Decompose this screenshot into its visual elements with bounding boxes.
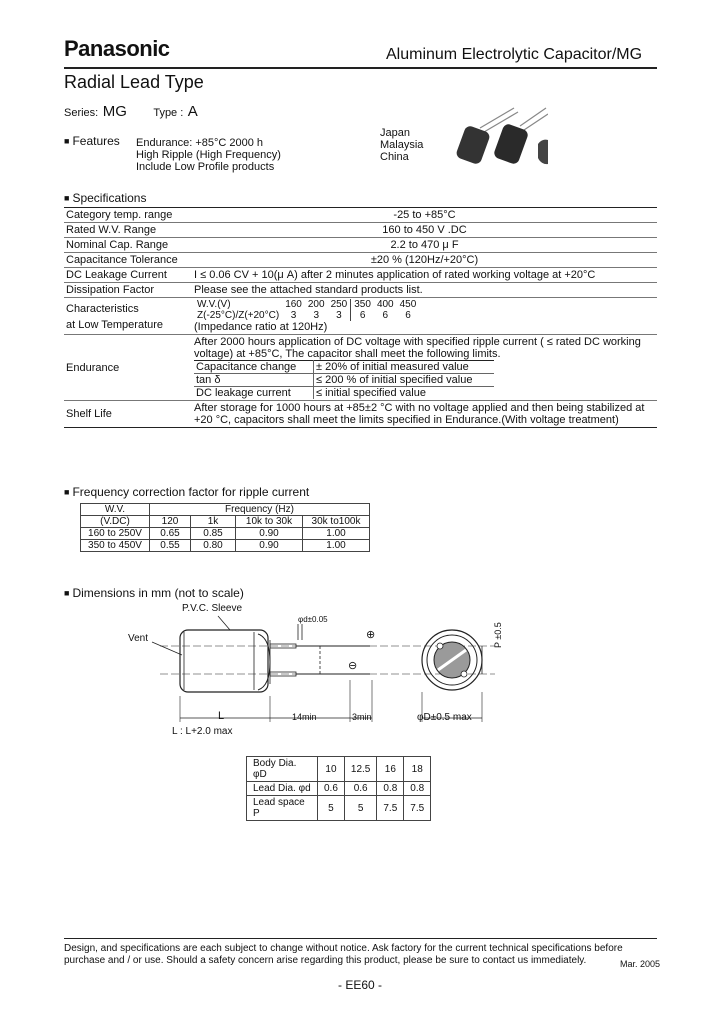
endurance-item: DC leakage current — [194, 387, 314, 400]
footer-rule — [64, 938, 657, 939]
footer-disclaimer: Design, and specifications are each subject to change without notice. Ask factory for the current technical specifications before purchase and / or use. Should a safety concern arise regarding this product, please be sure to contact us immediately. — [64, 943, 623, 966]
dims-header: Lead Dia. φd — [247, 782, 318, 796]
page-number: - EE60 - — [337, 978, 382, 992]
endurance-row — [194, 374, 494, 387]
freq-columns-row — [81, 516, 370, 528]
specifications-heading: ■ Specifications — [64, 191, 146, 205]
spec-value: -25 to +85°C — [192, 208, 657, 223]
freq-column: 120 — [150, 516, 191, 528]
endurance-row — [194, 387, 494, 400]
dims-header: Lead space P — [247, 796, 318, 821]
dims-header: Body Dia. φD — [247, 757, 318, 782]
document-title: Aluminum Electrolytic Capacitor/MG — [386, 46, 643, 63]
dims-value: 7.5 — [404, 796, 431, 821]
dims-value: 0.6 — [344, 782, 376, 796]
ratio-value: 6 — [359, 310, 366, 321]
endurance-limit: ± 20% of initial measured value — [314, 361, 495, 374]
type-label: Type : — [153, 107, 184, 119]
feature-item: Endurance: +85°C 2000 h — [136, 137, 264, 149]
features-list — [136, 137, 281, 173]
specifications-table — [64, 207, 657, 428]
features-heading: ■ Features — [64, 134, 120, 148]
length-note: L : L+2.0 max — [172, 726, 233, 737]
feature-item: High Ripple (High Frequency) — [136, 149, 281, 161]
endurance-limit: ≤ initial specified value — [316, 387, 426, 399]
endurance-row — [194, 361, 494, 374]
wv-value: 250 — [328, 299, 351, 310]
lead-14min-label: 14min — [292, 712, 317, 722]
feature-item: Include Low Profile products — [136, 161, 275, 173]
endurance-item: Capacitance change — [194, 361, 314, 374]
freq-value: 1.00 — [303, 528, 370, 540]
plus-symbol: ⊕ — [366, 629, 376, 641]
spec-value: 2.2 to 470 μ F — [192, 238, 657, 253]
dims-value: 12.5 — [344, 757, 376, 782]
freq-row — [81, 528, 370, 540]
length-label: L — [218, 710, 225, 722]
freq-wv: 350 to 450V — [81, 540, 150, 552]
impedance-note: (Impedance ratio at 120Hz) — [194, 321, 328, 333]
dims-value: 5 — [318, 796, 345, 821]
type-value: A — [187, 103, 198, 120]
freq-header-row — [81, 504, 370, 516]
low-temp-label-2: at Low Temperature — [66, 319, 164, 331]
freq-header: Frequency (Hz) — [150, 504, 370, 516]
header-rule — [64, 67, 657, 69]
spec-label: Endurance — [64, 335, 192, 401]
minus-symbol: ⊖ — [348, 660, 358, 672]
impedance-ratio-row — [194, 310, 419, 321]
spec-value: ±20 % (120Hz/+20°C) — [192, 253, 657, 268]
spec-row — [64, 283, 657, 298]
spec-label: Nominal Cap. Range — [64, 238, 192, 253]
capacitor-body — [180, 630, 268, 692]
footer-date: Mar. 2005 — [620, 959, 661, 969]
lead-3-label: 3min — [352, 712, 372, 722]
wv-header: W.V. — [81, 504, 150, 516]
origin-list — [380, 127, 423, 163]
low-temp-label-1: Characteristics — [66, 303, 139, 315]
page-subtitle: Radial Lead Type — [64, 72, 204, 92]
spec-value: 160 to 450 V .DC — [192, 223, 657, 238]
dims-value: 0.8 — [377, 782, 404, 796]
ratio-label: Z(-25°C)/Z(+20°C) — [197, 310, 280, 321]
brand-logo: Panasonic — [64, 36, 170, 61]
spec-value: I ≤ 0.06 CV + 10(μ A) after 2 minutes application of rated working voltage at +20°C — [192, 268, 657, 283]
spec-row — [64, 223, 657, 238]
spec-row — [64, 208, 657, 223]
ratio-value: 3 — [290, 310, 297, 321]
endurance-limits-table — [194, 360, 494, 399]
capacitor-image — [455, 108, 548, 165]
dims-row — [247, 757, 431, 782]
spec-label: Rated W.V. Range — [64, 223, 192, 238]
freq-value: 0.55 — [150, 540, 191, 552]
freq-column: 1k — [191, 516, 236, 528]
dimensions-heading: ■ Dimensions in mm (not to scale) — [64, 586, 244, 600]
freq-value: 0.90 — [236, 540, 303, 552]
endurance-description: After 2000 hours application of DC voltage with specified ripple current ( ≤ rated DC working voltage) at +85°C, The capacitor shall meet the following limits. — [194, 336, 641, 360]
dims-row — [247, 796, 431, 821]
low-temp-cell — [192, 298, 657, 335]
wv-value: 200 — [307, 299, 325, 310]
origin-item: Japan — [380, 127, 410, 139]
spec-row-low-temp — [64, 298, 657, 335]
freq-column: 30k to100k — [303, 516, 370, 528]
body-diameter-label: φD±0.5 max — [417, 712, 472, 723]
endurance-limit: ≤ 200 % of initial specified value — [314, 374, 495, 387]
spec-value: After storage for 1000 hours at +85±2 °C with no voltage applied and then being stabilized at +20 °C, capacitors shall meet the limits specified in Endurance.(With voltage treatment) — [192, 401, 657, 428]
impedance-wv-row — [194, 299, 419, 310]
dims-value: 7.5 — [377, 796, 404, 821]
freq-value: 0.85 — [191, 528, 236, 540]
dims-value: 5 — [344, 796, 376, 821]
dims-value: 10 — [318, 757, 345, 782]
spec-label: Shelf Life — [64, 401, 192, 428]
spec-label: Capacitance Tolerance — [64, 253, 192, 268]
vent-label: Vent — [128, 633, 149, 644]
wv-value: 450 — [399, 299, 417, 310]
dims-row — [247, 782, 431, 796]
dims-value: 16 — [377, 757, 404, 782]
wv-value: 400 — [376, 299, 394, 310]
ratio-value: 3 — [313, 310, 319, 321]
spec-row — [64, 268, 657, 283]
spec-row-shelf-life — [64, 401, 657, 428]
spec-value: Please see the attached standard products list. — [192, 283, 657, 298]
dims-value: 0.8 — [404, 782, 431, 796]
wv-unit: (V.DC) — [81, 516, 150, 528]
spec-row-endurance — [64, 335, 657, 401]
origin-item: China — [380, 151, 409, 163]
frequency-table — [80, 503, 370, 552]
spec-row — [64, 238, 657, 253]
endurance-cell — [192, 335, 657, 401]
endurance-item: tan δ — [194, 374, 314, 387]
freq-row — [81, 540, 370, 552]
freq-wv: 160 to 250V — [81, 528, 150, 540]
spec-label: Category temp. range — [64, 208, 192, 223]
wv-value: 160 — [285, 299, 302, 310]
origin-item: Malaysia — [380, 139, 424, 151]
spec-label — [64, 298, 192, 335]
frequency-heading: ■ Frequency correction factor for ripple current — [64, 485, 309, 499]
dims-value: 0.6 — [318, 782, 345, 796]
lead-diameter-label: φd±0.05 — [298, 615, 328, 624]
ratio-value: 6 — [405, 310, 411, 321]
series-label: Series: — [64, 107, 99, 119]
series-value: MG — [102, 103, 127, 120]
ratio-value: 3 — [328, 310, 351, 321]
series-line — [64, 103, 198, 121]
freq-value: 0.65 — [150, 528, 191, 540]
spec-label: DC Leakage Current — [64, 268, 192, 283]
freq-column: 10k to 30k — [236, 516, 303, 528]
spec-label: Dissipation Factor — [64, 283, 192, 298]
spec-row — [64, 253, 657, 268]
dimensions-table — [246, 756, 431, 821]
freq-value: 0.80 — [191, 540, 236, 552]
wv-value: 350 — [354, 299, 371, 310]
ratio-value: 6 — [382, 310, 389, 321]
pitch-label: P ±0.5 — [493, 622, 503, 648]
wv-label: W.V.(V) — [197, 299, 231, 310]
capacitor-photo — [454, 106, 548, 172]
freq-value: 0.90 — [236, 528, 303, 540]
dims-value: 18 — [404, 757, 431, 782]
freq-value: 1.00 — [303, 540, 370, 552]
sleeve-label: P.V.C. Sleeve — [182, 603, 243, 614]
impedance-ratio-table — [194, 299, 419, 321]
